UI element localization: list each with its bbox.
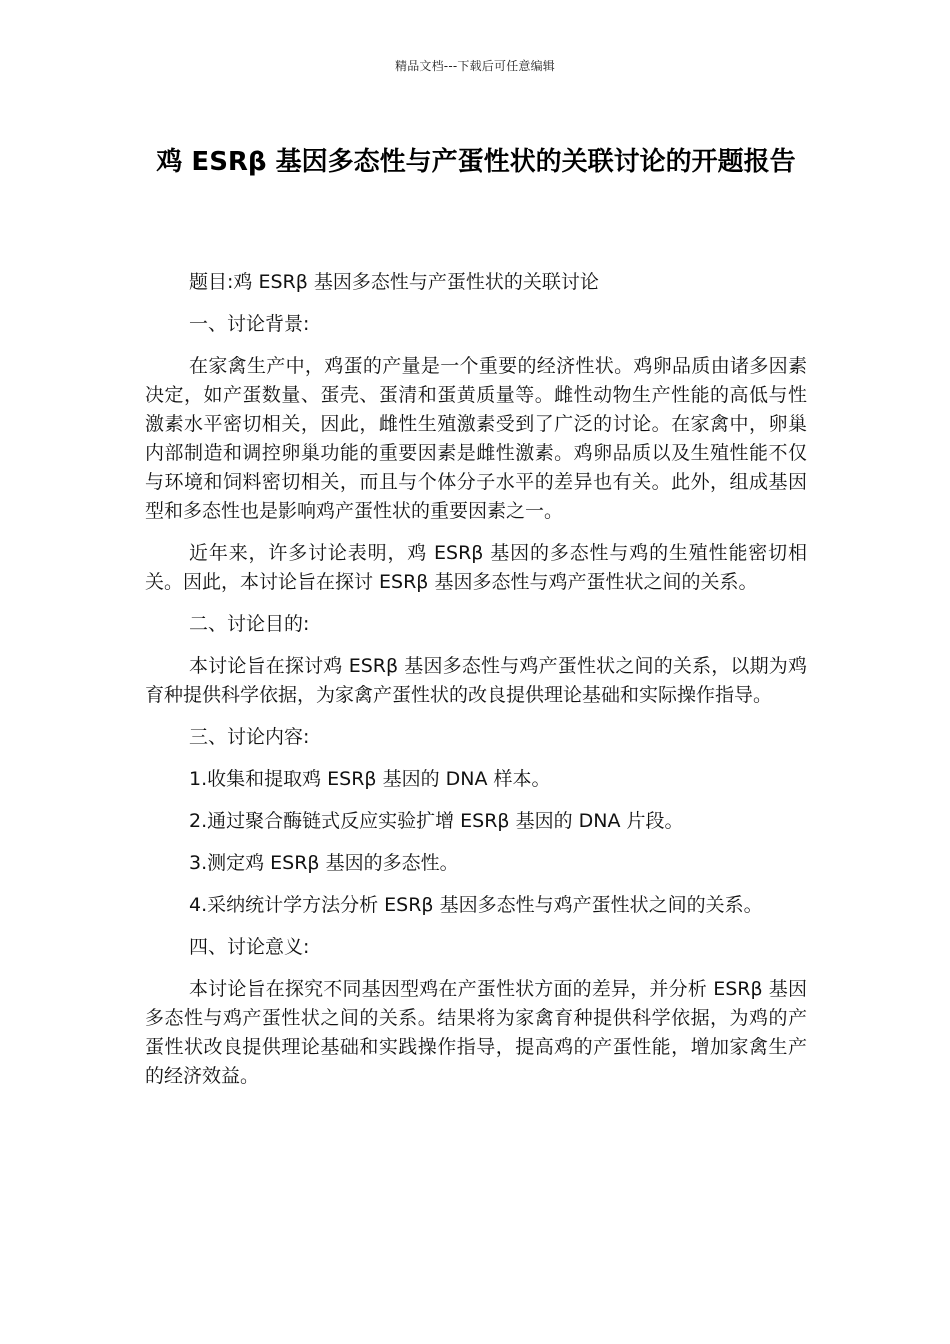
topic-line: 题目:鸡 ESRβ 基因多态性与产蛋性状的关联讨论 <box>189 271 599 293</box>
background-paragraph-1: 在家禽生产中，鸡蛋的产量是一个重要的经济性状。鸡卵品质由诸多因素决定，如产蛋数量、蛋壳、蛋清和蛋黄质量等。雌性动物生产性能的高低与性激素水平密切相关，因此，雌性生殖激素受到了广泛的讨论。在家禽中，卵巢内部制造和调控卵巢功能的重要因素是雌性激素。鸡卵品质以及生殖性能不仅与环境和饲料密切相关，而且与个体分子水平的差异也有关。此外，组成基因型和多态性也是影响鸡产蛋性状的重要因素之一。 <box>145 355 807 522</box>
content-item-1: 1.收集和提取鸡 ESRβ 基因的 DNA 样本。 <box>189 768 551 790</box>
document-body <box>145 268 807 1104</box>
document-title: 鸡 ESRβ 基因多态性与产蛋性状的关联讨论的开题报告 <box>156 147 796 177</box>
content-item-3: 3.测定鸡 ESRβ 基因的多态性。 <box>189 852 459 874</box>
content-item-4: 4.采纳统计学方法分析 ESRβ 基因多态性与鸡产蛋性状之间的关系。 <box>189 894 763 916</box>
section-heading-background: 一、讨论背景: <box>189 313 310 335</box>
background-paragraph-2: 近年来，许多讨论表明，鸡 ESRβ 基因的多态性与鸡的生殖性能密切相关。因此，本讨论旨在探讨 ESRβ 基因多态性与鸡产蛋性状之间的关系。 <box>145 542 807 593</box>
section-heading-purpose: 二、讨论目的: <box>189 613 310 635</box>
section-heading-content: 三、讨论内容: <box>189 726 310 748</box>
purpose-paragraph: 本讨论旨在探讨鸡 ESRβ 基因多态性与鸡产蛋性状之间的关系，以期为鸡育种提供科学依据，为家禽产蛋性状的改良提供理论基础和实际操作指导。 <box>145 655 807 706</box>
header-note: 精品文档---下载后可任意编辑 <box>395 59 555 73</box>
significance-paragraph: 本讨论旨在探究不同基因型鸡在产蛋性状方面的差异，并分析 ESRβ 基因多态性与鸡产蛋性状之间的关系。结果将为家禽育种提供科学依据，为鸡的产蛋性状改良提供理论基础和实践操作指导，提高鸡的产蛋性能，增加家禽生产的经济效益。 <box>145 978 807 1087</box>
content-item-2: 2.通过聚合酶链式反应实验扩增 ESRβ 基因的 DNA 片段。 <box>189 810 684 832</box>
section-heading-significance: 四、讨论意义: <box>189 936 310 958</box>
